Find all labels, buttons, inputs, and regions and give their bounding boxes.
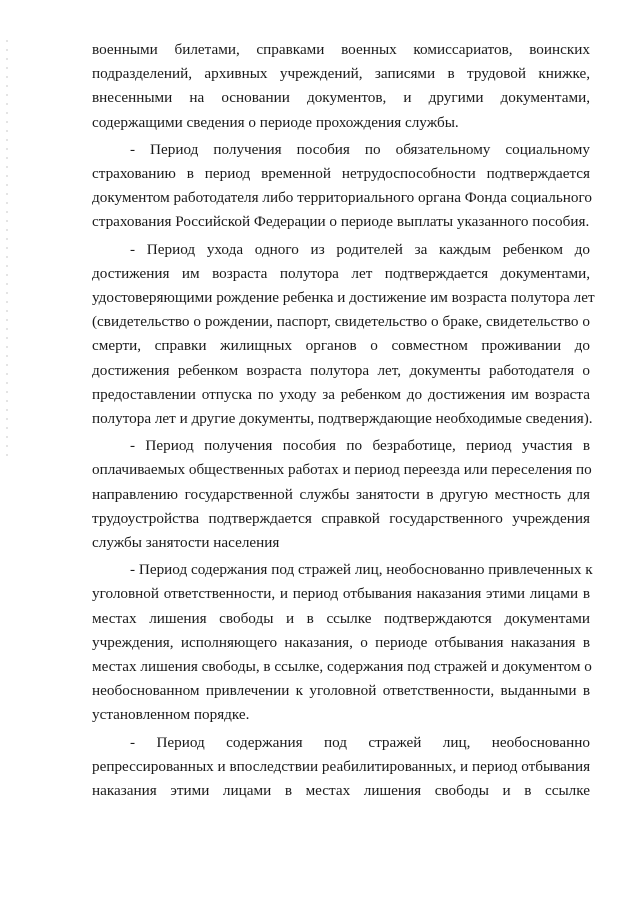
text-line: удостоверяющими рождение ребенка и достижение им возраста полутора лет (92, 289, 595, 307)
text-line: страхования Российской Федерации о периоде выплаты указанного пособия. (92, 213, 590, 231)
text-line: (свидетельство о рождении, паспорт, свидетельство о браке, свидетельство о (92, 313, 590, 331)
text-line: документом работодателя либо территориального органа Фонда социального (92, 189, 592, 207)
text-line: местах лишения свободы и в ссылке подтверждаются документами (92, 609, 590, 627)
text-line: трудоустройства подтверждается справкой государственного учреждения (92, 509, 590, 527)
text-line: - Период получения пособия по обязательному социальному (130, 140, 590, 158)
text-line: достижения им возраста полутора лет подтверждается документами, (92, 264, 590, 282)
text-line: - Период содержания под стражей лиц, необоснованно (130, 733, 590, 751)
text-line: наказания этими лицами в местах лишения свободы и в ссылке (92, 782, 590, 800)
text-line: предоставлении отпуска по уходу за ребенком до достижения им возраста (92, 385, 590, 403)
paragraph-repressed-rehabilitated (92, 731, 590, 804)
paragraph-unemployment (92, 434, 590, 555)
text-line: необоснованном привлечении к уголовной ответственности, выданными в (92, 682, 590, 700)
paragraph-military-service (92, 38, 590, 135)
text-line: страхованию в период временной нетрудоспособности подтверждается (92, 165, 590, 183)
text-line: службы занятости населения (92, 534, 280, 552)
text-line: внесенными на основании документов, и другими документами, (92, 89, 590, 107)
text-line: полутора лет и другие документы, подтверждающие необходимые сведения). (92, 410, 593, 428)
text-line: достижения ребенком возраста полутора лет, документы работодателя о (92, 361, 590, 379)
scan-margin-artifact (6, 40, 8, 460)
text-line: - Период получения пособия по безработице, период участия в (130, 437, 590, 455)
document-body (92, 38, 595, 806)
paragraph-unjust-detention (92, 558, 593, 727)
text-line: смерти, справки жилищных органов о совместном проживании до (92, 337, 590, 355)
text-line: - Период ухода одного из родителей за каждым ребенком до (130, 240, 590, 258)
text-line: подразделений, архивных учреждений, записями в трудовой книжке, (92, 65, 590, 83)
text-line: местах лишения свободы, в ссылке, содержания под стражей и документом о (92, 658, 592, 676)
text-line: военными билетами, справками военных комиссариатов, воинских (92, 41, 590, 58)
text-line: направлению государственной службы занятости в другую местность для (92, 485, 590, 503)
text-line: содержащими сведения о периоде прохождения службы. (92, 113, 459, 131)
text-line: уголовной ответственности, и период отбывания наказания этими лицами в (92, 585, 590, 603)
text-line: репрессированных и впоследствии реабилитированных, и период отбывания (92, 757, 591, 775)
text-line: оплачиваемых общественных работах и период переезда или переселения по (92, 461, 592, 479)
text-line: учреждения, исполняющего наказания, о периоде отбывания наказания в (92, 633, 590, 651)
text-line: установленном порядке. (92, 706, 250, 724)
paragraph-sick-leave-benefit (92, 138, 590, 235)
text-line: - Период содержания под стражей лиц, необоснованно привлеченных к (130, 561, 593, 579)
paragraph-child-care (92, 238, 595, 432)
